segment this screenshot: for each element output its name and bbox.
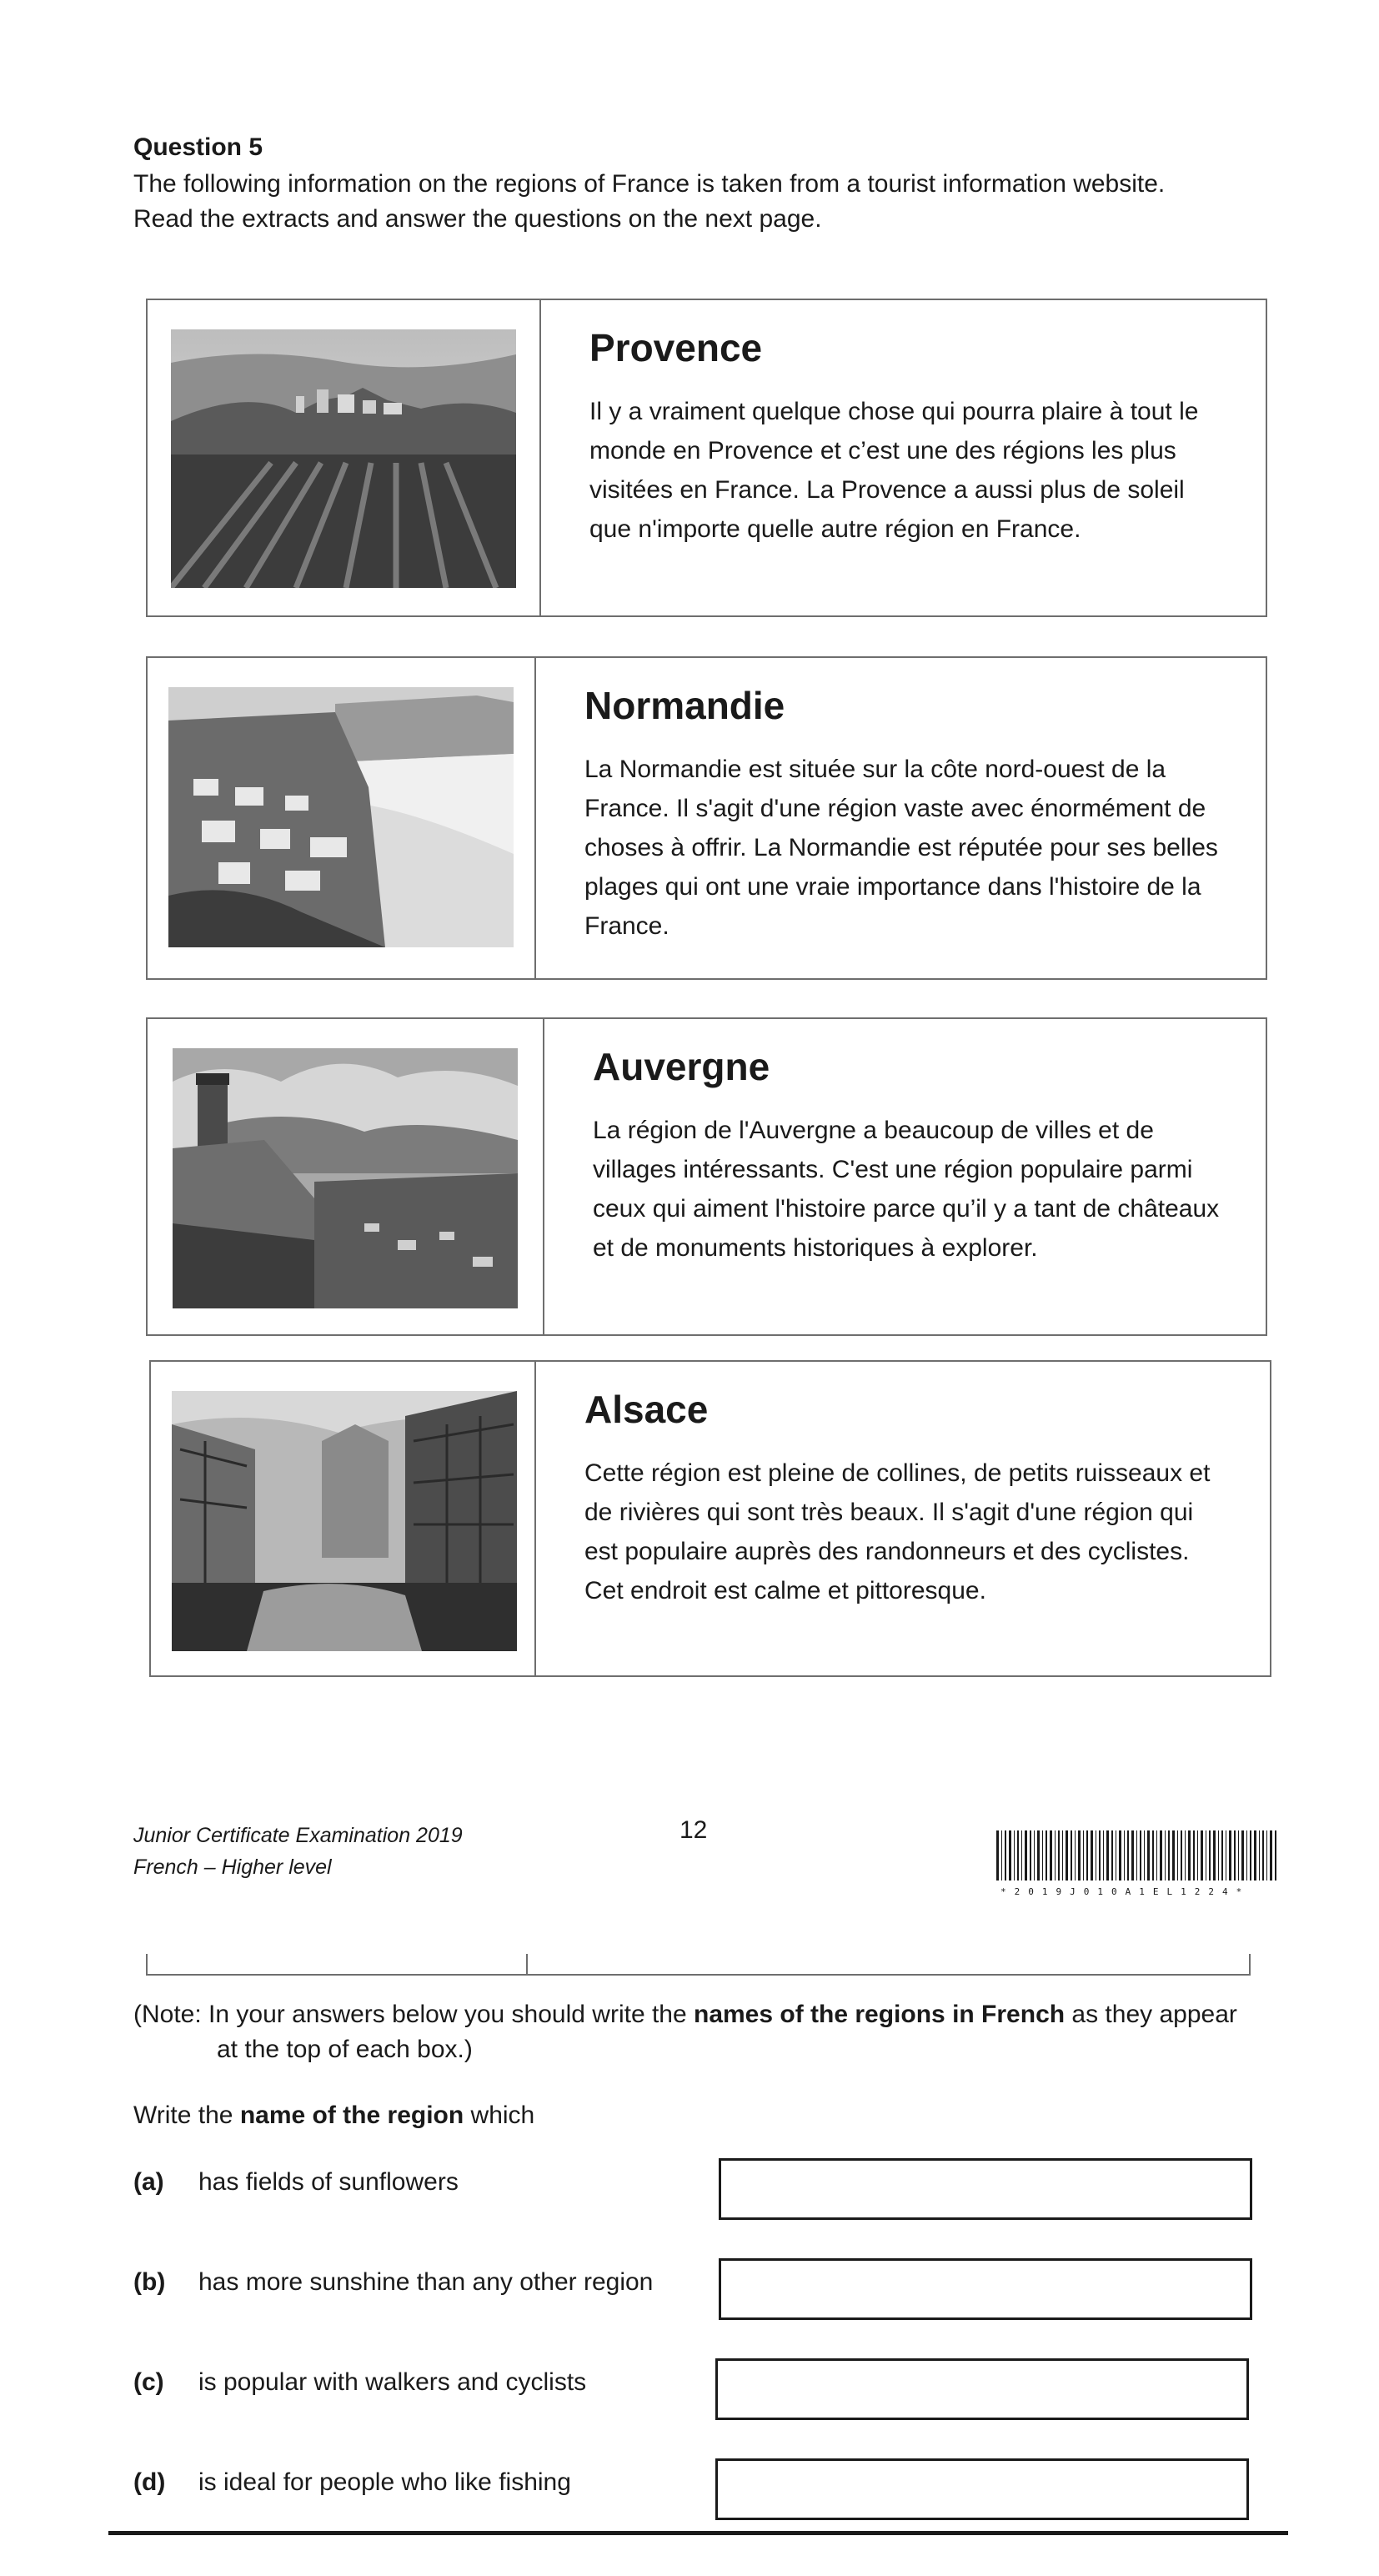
instruction: [133, 2101, 534, 2130]
region-card-auvergne: [146, 1017, 1267, 1336]
question-letter-a: (a): [133, 2168, 164, 2196]
answer-note: [133, 1997, 1301, 2067]
intro-line-2: Read the extracts and answer the questions on the next page.: [133, 205, 822, 233]
region-description: Cette région est pleine de collines, de petits ruisseaux et de rivières qui sont très beaux. Il s'agit d'une région qui est populaire auprès des randonneurs et des cyclistes. Cet endroit est calme et pittoresque.: [584, 1459, 1211, 1604]
answer-box-a[interactable]: [719, 2158, 1252, 2220]
coastal-town-cliffs-photo: [168, 687, 514, 947]
region-name: Auvergne: [593, 1045, 770, 1088]
question-text-a: has fields of sunflowers: [198, 2168, 459, 2196]
answer-box-d[interactable]: [715, 2458, 1249, 2520]
region-description: La région de l'Auvergne a beaucoup de villes et de villages intéressants. C'est une région populaire parmi ceux qui aiment l'histoire parce qu’il y a tant de châteaux et de monuments historiques à explorer.: [593, 1117, 1220, 1262]
question-text-b: has more sunshine than any other region: [198, 2268, 654, 2296]
lavender-fields-village-photo: [171, 329, 516, 588]
question-letter-d: (d): [133, 2468, 166, 2496]
page-top-stub: [146, 1954, 1251, 1976]
instruction-prefix: Write the: [133, 2101, 240, 2129]
intro-line-1: The following information on the regions of France is taken from a tourist information website.: [133, 170, 1166, 198]
page-number: 12: [679, 1816, 708, 1844]
instruction-bold: name of the region: [239, 2101, 464, 2129]
castle-tower-valley-photo: [173, 1048, 518, 1308]
note-line-2: at the top of each box.): [217, 2036, 473, 2063]
question-text-c: is popular with walkers and cyclists: [198, 2368, 587, 2396]
note-bold: names of the regions in French: [694, 2001, 1066, 2028]
region-description: Il y a vraiment quelque chose qui pourra plaire à tout le monde en Provence et c’est une des régions les plus visitées en France. La Provence a aussi plus de soleil que n'importe quelle autre région en France.: [589, 398, 1199, 543]
region-name: Provence: [589, 326, 763, 369]
question-title: Question 5: [133, 133, 263, 161]
answer-box-b[interactable]: [719, 2258, 1252, 2320]
region-description: La Normandie est située sur la côte nord-ouest de la France. Il s'agit d'une région vaste avec énormément de choses à offrir. La Normandie est réputée pour ses belles plages qui ont une vraie importance dans l'histoire de la France.: [584, 756, 1218, 940]
note-suffix: as they appear: [1065, 2001, 1237, 2028]
barcode-text: *2019J010A1EL1224*: [1000, 1886, 1251, 1897]
region-card-alsace: [149, 1360, 1271, 1677]
answer-box-c[interactable]: [715, 2358, 1249, 2420]
region-card-provence: [146, 299, 1267, 617]
exam-level: French – Higher level: [133, 1855, 332, 1879]
region-card-normandie: [146, 656, 1267, 980]
instruction-suffix: which: [464, 2101, 535, 2129]
question-intro: [133, 167, 1317, 237]
exam-name: Junior Certificate Examination 2019: [133, 1824, 463, 1847]
barcode-icon: [996, 1830, 1280, 1892]
question-letter-b: (b): [133, 2268, 166, 2296]
canal-timber-houses-photo: [172, 1391, 517, 1651]
region-name: Alsace: [584, 1388, 709, 1431]
question-letter-c: (c): [133, 2368, 164, 2396]
region-name: Normandie: [584, 684, 785, 727]
exam-footer: [133, 1820, 463, 1883]
note-prefix: (Note: In your answers below you should write the: [133, 2001, 694, 2028]
bottom-rule: [108, 2531, 1288, 2535]
question-text-d: is ideal for people who like fishing: [198, 2468, 571, 2496]
